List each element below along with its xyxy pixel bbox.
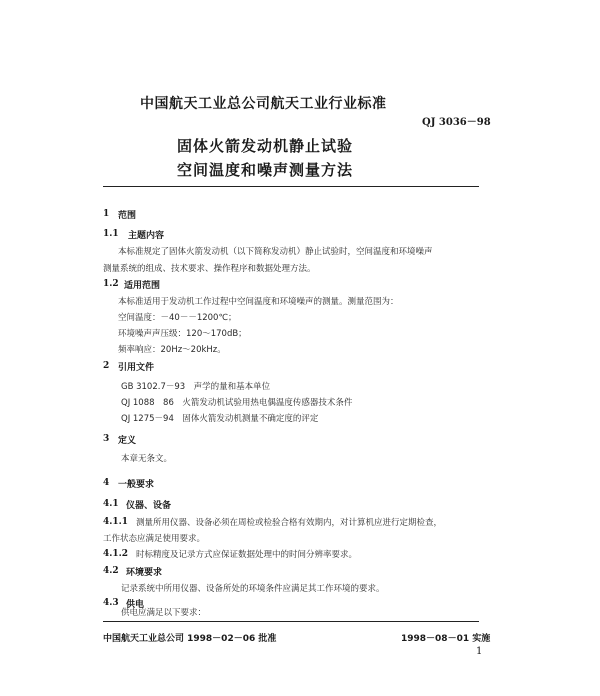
section-2-title: 引用文件 — [118, 363, 155, 373]
section-4-3-text: 供电应满足以下要求： — [121, 608, 207, 618]
section-1-1-number: 1.1 — [103, 229, 119, 239]
header-divider — [103, 186, 479, 187]
section-4-2-number: 4.2 — [103, 566, 119, 576]
reference-item: QJ 1088 86 火箭发动机试验用热电偶温度传感器技术条件 — [121, 398, 353, 408]
section-1-2-text-line2: 空间温度：－40－－1200℃； — [118, 313, 237, 323]
reference-item: GB 3102.7－93 声学的量和基本单位 — [121, 382, 271, 392]
section-1-2-text-line4: 频率响应：20Hz～20kHz。 — [118, 345, 226, 355]
section-4-1-1-number: 4.1.1 — [103, 517, 129, 527]
issuing-organization: 中国航天工业总公司航天工业行业标准 — [140, 96, 387, 112]
section-1-2-title: 适用范围 — [124, 281, 161, 291]
section-1-2-text-line1: 本标准适用于发动机工作过程中空间温度和环境噪声的测量。测量范围为： — [118, 297, 399, 307]
document-title-line1: 固体火箭发动机静止试验 — [177, 137, 354, 155]
page-number: 1 — [476, 646, 483, 657]
section-4-3-title: 供电 — [126, 600, 145, 610]
section-2-number: 2 — [103, 361, 110, 371]
section-3-number: 3 — [103, 434, 110, 444]
footer-divider — [103, 621, 479, 622]
approval-date: 中国航天工业总公司 1998－02－06 批准 — [103, 634, 277, 644]
reference-item: QJ 1275－94 固体火箭发动机测量不确定度的评定 — [121, 414, 319, 424]
section-4-2-title: 环境要求 — [126, 568, 163, 578]
section-1-number: 1 — [103, 209, 110, 219]
section-4-3-number: 4.3 — [103, 598, 119, 608]
section-4-1-2-text: 时标精度及记录方式应保证数据处理中的时间分辨率要求。 — [136, 550, 358, 560]
section-4-1-1-text-line1: 测量所用仪器、设备必须在周检或检验合格有效期内，对计算机应进行定期检查， — [136, 518, 443, 528]
section-1-2-number: 1.2 — [103, 279, 119, 289]
document-title-line2: 空间温度和噪声测量方法 — [177, 161, 354, 179]
section-1-2-text-line3: 环境噪声声压级：120～170dB； — [118, 329, 247, 339]
effective-date: 1998－08－01 实施 — [401, 634, 491, 644]
section-4-1-title: 仪器、设备 — [126, 501, 172, 511]
section-1-1-title: 主题内容 — [128, 231, 165, 241]
section-4-1-number: 4.1 — [103, 499, 119, 509]
section-1-1-text-line2: 测量系统的组成、技术要求、操作程序和数据处理方法。 — [103, 264, 316, 274]
section-1-1-text-line1: 本标准规定了固体火箭发动机（以下简称发动机）静止试验时，空间温度和环境噪声 — [118, 247, 433, 257]
section-3-text: 本章无条文。 — [121, 454, 173, 464]
section-4-2-text: 记录系统中所用仪器、设备所处的环境条件应满足其工作环境的要求。 — [121, 584, 385, 594]
section-4-number: 4 — [103, 478, 110, 488]
section-3-title: 定义 — [118, 436, 137, 446]
section-1-title: 范围 — [118, 211, 137, 221]
section-4-1-2-number: 4.1.2 — [103, 549, 129, 559]
section-4-title: 一般要求 — [118, 480, 155, 490]
document-code: QJ 3036－98 — [422, 117, 491, 128]
section-4-1-1-text-line2: 工作状态应满足使用要求。 — [103, 534, 206, 544]
